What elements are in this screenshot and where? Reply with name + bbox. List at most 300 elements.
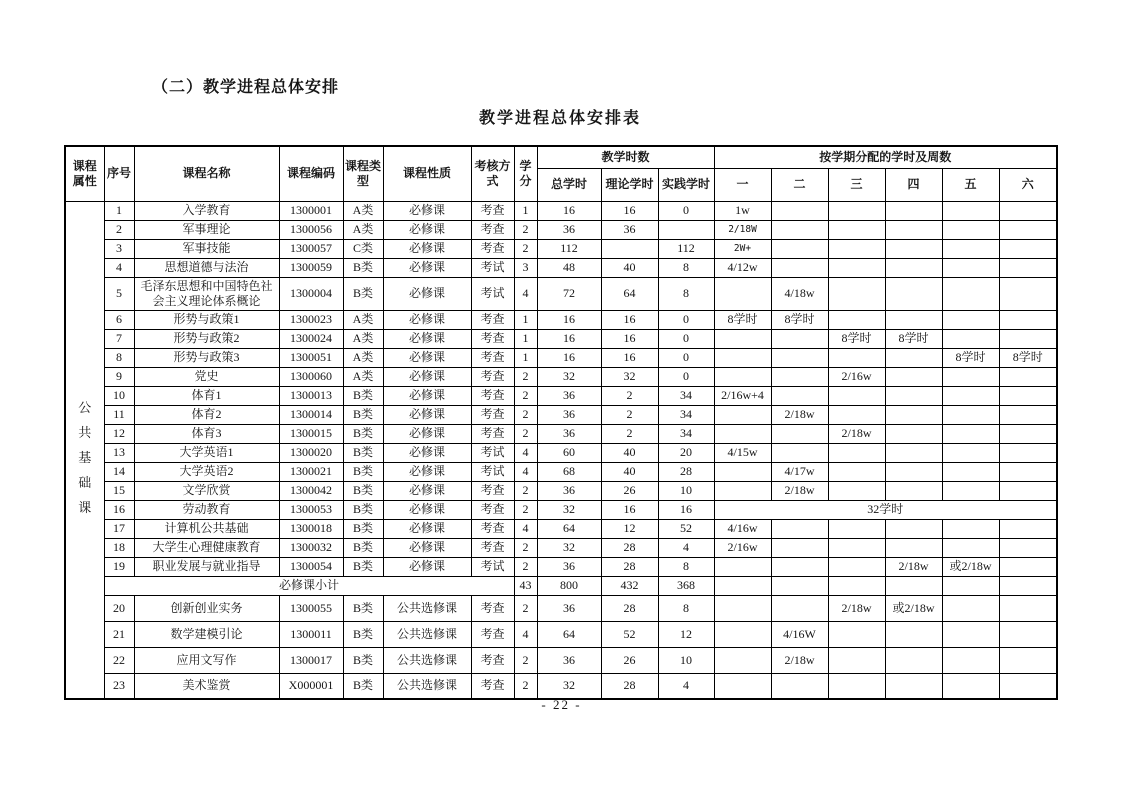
cell-credits: 1 — [514, 348, 537, 367]
cell-semester-4 — [885, 462, 942, 481]
cell-semester-6 — [999, 405, 1057, 424]
cell-course-nature: 必修课 — [383, 310, 471, 329]
cell-course-code: 1300013 — [279, 386, 343, 405]
cell-theory-hours: 40 — [601, 462, 658, 481]
cell-semester-1 — [714, 424, 771, 443]
cell-semester-3 — [828, 386, 885, 405]
cell-course-name: 劳动教育 — [134, 500, 279, 519]
cell-semester-5 — [942, 239, 999, 258]
cell-practice-hours: 8 — [658, 557, 714, 576]
cell-course-name: 大学英语2 — [134, 462, 279, 481]
cell-semester-3 — [828, 673, 885, 699]
cell-course-code: 1300051 — [279, 348, 343, 367]
cell-semester-3 — [828, 201, 885, 220]
cell-semester-2: 2/18w — [771, 647, 828, 673]
cell-assessment: 考查 — [471, 386, 514, 405]
cell-course-type: B类 — [343, 277, 383, 310]
cell-theory-hours: 2 — [601, 405, 658, 424]
header-semester-4: 四 — [885, 168, 942, 201]
cell-practice-hours: 8 — [658, 595, 714, 621]
cell-course-type: A类 — [343, 310, 383, 329]
cell-course-type: B类 — [343, 481, 383, 500]
cell-total-hours: 64 — [537, 621, 601, 647]
cell-semester-1: 2W+ — [714, 239, 771, 258]
cell-credits: 1 — [514, 310, 537, 329]
cell-credits: 4 — [514, 519, 537, 538]
cell-semester-1: 4/12w — [714, 258, 771, 277]
cell-semester-5 — [942, 673, 999, 699]
cell-credits: 43 — [514, 576, 537, 595]
cell-semester-2 — [771, 239, 828, 258]
cell-semester-6 — [999, 329, 1057, 348]
course-row — [65, 367, 1057, 386]
cell-semester-1: 2/16w+4 — [714, 386, 771, 405]
cell-course-nature: 必修课 — [383, 481, 471, 500]
cell-semester-6 — [999, 239, 1057, 258]
cell-course-name: 形势与政策3 — [134, 348, 279, 367]
cell-credits: 2 — [514, 481, 537, 500]
cell-semester-5 — [942, 424, 999, 443]
cell-semester-2: 2/18w — [771, 481, 828, 500]
cell-course-nature: 必修课 — [383, 348, 471, 367]
cell-semester-5 — [942, 538, 999, 557]
cell-semester-6 — [999, 443, 1057, 462]
cell-semester-4 — [885, 258, 942, 277]
header-credits: 学分 — [514, 146, 537, 201]
cell-theory-hours: 32 — [601, 367, 658, 386]
cell-semester-3 — [828, 519, 885, 538]
cell-practice-hours: 8 — [658, 258, 714, 277]
cell-theory-hours: 26 — [601, 481, 658, 500]
course-row — [65, 277, 1057, 310]
cell-semester-2: 4/16W — [771, 621, 828, 647]
cell-practice-hours: 112 — [658, 239, 714, 258]
cell-practice-hours: 0 — [658, 310, 714, 329]
cell-course-name: 数学建模引论 — [134, 621, 279, 647]
course-row — [65, 201, 1057, 220]
cell-semester-6 — [999, 647, 1057, 673]
cell-total-hours: 36 — [537, 220, 601, 239]
cell-semester-5 — [942, 481, 999, 500]
course-category-cell — [65, 201, 104, 699]
cell-course-code: 1300021 — [279, 462, 343, 481]
cell-course-name: 体育2 — [134, 405, 279, 424]
cell-semester-1 — [714, 595, 771, 621]
cell-course-type: B类 — [343, 595, 383, 621]
cell-total-hours: 68 — [537, 462, 601, 481]
cell-theory-hours: 16 — [601, 329, 658, 348]
cell-theory-hours: 16 — [601, 201, 658, 220]
cell-semester-4 — [885, 386, 942, 405]
header-theory-hours: 理论学时 — [601, 168, 658, 201]
cell-seq: 9 — [104, 367, 134, 386]
cell-course-nature: 必修课 — [383, 538, 471, 557]
cell-course-name: 体育3 — [134, 424, 279, 443]
cell-semester-1 — [714, 277, 771, 310]
cell-practice-hours: 34 — [658, 405, 714, 424]
cell-semester-5 — [942, 443, 999, 462]
header-course-type: 课程类型 — [343, 146, 383, 201]
cell-theory-hours: 28 — [601, 557, 658, 576]
cell-course-nature: 必修课 — [383, 462, 471, 481]
cell-seq: 19 — [104, 557, 134, 576]
course-row — [65, 500, 1057, 519]
cell-semester-6 — [999, 576, 1057, 595]
cell-assessment: 考查 — [471, 621, 514, 647]
cell-course-name: 党史 — [134, 367, 279, 386]
cell-semester-1 — [714, 462, 771, 481]
cell-credits: 4 — [514, 621, 537, 647]
cell-practice-hours: 52 — [658, 519, 714, 538]
cell-semester-1 — [714, 557, 771, 576]
cell-seq: 15 — [104, 481, 134, 500]
cell-semester-5 — [942, 220, 999, 239]
cell-semester-1: 8学时 — [714, 310, 771, 329]
cell-practice-hours: 4 — [658, 673, 714, 699]
cell-credits: 2 — [514, 239, 537, 258]
cell-semester-6 — [999, 220, 1057, 239]
cell-assessment: 考查 — [471, 647, 514, 673]
cell-seq: 10 — [104, 386, 134, 405]
cell-theory-hours: 36 — [601, 220, 658, 239]
cell-seq: 22 — [104, 647, 134, 673]
cell-practice-hours: 16 — [658, 500, 714, 519]
cell-semester-2: 4/18w — [771, 277, 828, 310]
cell-course-nature: 必修课 — [383, 239, 471, 258]
cell-semester-6 — [999, 277, 1057, 310]
cell-course-type: A类 — [343, 348, 383, 367]
cell-theory-hours: 432 — [601, 576, 658, 595]
cell-semester-3 — [828, 277, 885, 310]
cell-semester-2 — [771, 557, 828, 576]
cell-credits: 1 — [514, 329, 537, 348]
cell-semester-5 — [942, 367, 999, 386]
header-row-1 — [65, 146, 1057, 168]
cell-course-type: B类 — [343, 519, 383, 538]
cell-semester-6 — [999, 557, 1057, 576]
cell-semester-4 — [885, 220, 942, 239]
cell-semester-1 — [714, 576, 771, 595]
cell-semester-5: 或2/18w — [942, 557, 999, 576]
course-row — [65, 673, 1057, 699]
cell-semester-2 — [771, 201, 828, 220]
course-row — [65, 386, 1057, 405]
cell-seq: 11 — [104, 405, 134, 424]
cell-total-hours: 32 — [537, 500, 601, 519]
cell-theory-hours — [601, 239, 658, 258]
cell-credits: 2 — [514, 424, 537, 443]
cell-course-code: 1300018 — [279, 519, 343, 538]
cell-course-type: B类 — [343, 424, 383, 443]
cell-semester-6 — [999, 595, 1057, 621]
cell-course-nature: 必修课 — [383, 519, 471, 538]
course-row — [65, 621, 1057, 647]
cell-semester-3 — [828, 462, 885, 481]
cell-theory-hours: 12 — [601, 519, 658, 538]
cell-semester-1 — [714, 621, 771, 647]
cell-seq: 16 — [104, 500, 134, 519]
cell-assessment: 考查 — [471, 239, 514, 258]
cell-credits: 2 — [514, 500, 537, 519]
cell-course-code: 1300004 — [279, 277, 343, 310]
cell-semester-merged: 32学时 — [714, 500, 1057, 519]
cell-course-nature: 必修课 — [383, 367, 471, 386]
header-semester-1: 一 — [714, 168, 771, 201]
cell-seq: 8 — [104, 348, 134, 367]
cell-assessment: 考查 — [471, 405, 514, 424]
cell-semester-4 — [885, 277, 942, 310]
cell-semester-1 — [714, 367, 771, 386]
cell-semester-2 — [771, 386, 828, 405]
cell-practice-hours: 0 — [658, 367, 714, 386]
cell-assessment: 考查 — [471, 329, 514, 348]
cell-practice-hours: 368 — [658, 576, 714, 595]
cell-semester-3 — [828, 239, 885, 258]
cell-assessment: 考查 — [471, 310, 514, 329]
cell-semester-4 — [885, 576, 942, 595]
cell-semester-4: 或2/18w — [885, 595, 942, 621]
cell-semester-1: 2/18W — [714, 220, 771, 239]
cell-course-code: 1300020 — [279, 443, 343, 462]
cell-course-name: 形势与政策1 — [134, 310, 279, 329]
cell-seq: 3 — [104, 239, 134, 258]
course-row — [65, 348, 1057, 367]
cell-theory-hours: 28 — [601, 595, 658, 621]
cell-course-type: B类 — [343, 673, 383, 699]
cell-assessment: 考试 — [471, 557, 514, 576]
cell-seq: 12 — [104, 424, 134, 443]
cell-semester-6 — [999, 462, 1057, 481]
cell-course-nature: 公共选修课 — [383, 595, 471, 621]
cell-semester-2 — [771, 367, 828, 386]
cell-semester-5 — [942, 647, 999, 673]
cell-semester-4 — [885, 424, 942, 443]
cell-assessment: 考查 — [471, 367, 514, 386]
cell-semester-2 — [771, 576, 828, 595]
cell-semester-1 — [714, 673, 771, 699]
cell-semester-4 — [885, 647, 942, 673]
cell-semester-3 — [828, 647, 885, 673]
cell-semester-3 — [828, 220, 885, 239]
cell-course-name: 入学教育 — [134, 201, 279, 220]
course-row — [65, 462, 1057, 481]
header-course-name: 课程名称 — [134, 146, 279, 201]
cell-course-nature: 必修课 — [383, 557, 471, 576]
cell-total-hours: 32 — [537, 673, 601, 699]
course-row — [65, 424, 1057, 443]
cell-seq: 2 — [104, 220, 134, 239]
cell-assessment: 考查 — [471, 500, 514, 519]
cell-semester-3: 2/16w — [828, 367, 885, 386]
cell-practice-hours: 10 — [658, 481, 714, 500]
cell-total-hours: 36 — [537, 405, 601, 424]
cell-total-hours: 36 — [537, 481, 601, 500]
cell-total-hours: 48 — [537, 258, 601, 277]
cell-course-nature: 公共选修课 — [383, 647, 471, 673]
cell-course-nature: 必修课 — [383, 386, 471, 405]
teaching-schedule-table — [64, 145, 1058, 700]
cell-course-name: 思想道德与法治 — [134, 258, 279, 277]
cell-theory-hours: 40 — [601, 258, 658, 277]
cell-semester-2 — [771, 595, 828, 621]
cell-semester-2 — [771, 424, 828, 443]
cell-course-type: A类 — [343, 329, 383, 348]
cell-course-type: A类 — [343, 220, 383, 239]
cell-practice-hours — [658, 220, 714, 239]
cell-course-code: 1300032 — [279, 538, 343, 557]
header-course-attribute: 课程属性 — [65, 146, 104, 201]
cell-practice-hours: 4 — [658, 538, 714, 557]
cell-total-hours: 60 — [537, 443, 601, 462]
cell-total-hours: 16 — [537, 329, 601, 348]
cell-semester-5 — [942, 277, 999, 310]
cell-course-code: 1300024 — [279, 329, 343, 348]
cell-semester-2 — [771, 519, 828, 538]
cell-semester-1 — [714, 647, 771, 673]
cell-semester-4 — [885, 405, 942, 424]
cell-course-code: 1300057 — [279, 239, 343, 258]
course-row — [65, 310, 1057, 329]
cell-semester-3 — [828, 576, 885, 595]
cell-seq: 21 — [104, 621, 134, 647]
cell-practice-hours: 0 — [658, 348, 714, 367]
cell-semester-6: 8学时 — [999, 348, 1057, 367]
cell-course-code: 1300017 — [279, 647, 343, 673]
cell-course-type: B类 — [343, 405, 383, 424]
cell-course-type: B类 — [343, 557, 383, 576]
cell-credits: 2 — [514, 220, 537, 239]
cell-course-name: 军事理论 — [134, 220, 279, 239]
cell-semester-4 — [885, 310, 942, 329]
cell-course-code: 1300060 — [279, 367, 343, 386]
cell-seq: 20 — [104, 595, 134, 621]
cell-practice-hours: 28 — [658, 462, 714, 481]
cell-semester-2 — [771, 673, 828, 699]
cell-practice-hours: 0 — [658, 329, 714, 348]
cell-practice-hours: 12 — [658, 621, 714, 647]
cell-semester-1 — [714, 405, 771, 424]
cell-semester-4 — [885, 481, 942, 500]
header-semester-3: 三 — [828, 168, 885, 201]
cell-theory-hours: 2 — [601, 386, 658, 405]
cell-seq: 23 — [104, 673, 134, 699]
cell-credits: 2 — [514, 386, 537, 405]
cell-course-name: 军事技能 — [134, 239, 279, 258]
cell-semester-5 — [942, 621, 999, 647]
cell-semester-1: 4/15w — [714, 443, 771, 462]
cell-semester-4 — [885, 443, 942, 462]
cell-total-hours: 800 — [537, 576, 601, 595]
header-semester-5: 五 — [942, 168, 999, 201]
cell-assessment: 考查 — [471, 595, 514, 621]
course-row — [65, 557, 1057, 576]
cell-semester-6 — [999, 424, 1057, 443]
cell-semester-4 — [885, 239, 942, 258]
cell-course-name: 美术鉴赏 — [134, 673, 279, 699]
cell-semester-6 — [999, 310, 1057, 329]
cell-semester-2 — [771, 329, 828, 348]
cell-semester-2: 2/18w — [771, 405, 828, 424]
cell-semester-6 — [999, 538, 1057, 557]
cell-course-nature: 必修课 — [383, 405, 471, 424]
page-number: - 22 - — [541, 697, 582, 712]
cell-seq: 13 — [104, 443, 134, 462]
cell-course-code: 1300011 — [279, 621, 343, 647]
cell-course-code: 1300023 — [279, 310, 343, 329]
header-seq: 序号 — [104, 146, 134, 201]
cell-semester-6 — [999, 481, 1057, 500]
course-category-label: 公共基础课 — [78, 399, 92, 515]
course-row — [65, 258, 1057, 277]
cell-credits: 3 — [514, 258, 537, 277]
cell-semester-5 — [942, 462, 999, 481]
course-row — [65, 595, 1057, 621]
cell-seq: 14 — [104, 462, 134, 481]
cell-semester-5 — [942, 310, 999, 329]
cell-credits: 2 — [514, 673, 537, 699]
cell-credits: 4 — [514, 443, 537, 462]
cell-semester-5 — [942, 595, 999, 621]
cell-total-hours: 36 — [537, 424, 601, 443]
cell-total-hours: 16 — [537, 348, 601, 367]
cell-total-hours: 36 — [537, 647, 601, 673]
cell-semester-5: 8学时 — [942, 348, 999, 367]
cell-theory-hours: 28 — [601, 673, 658, 699]
header-semester-group: 按学期分配的学时及周数 — [714, 146, 1057, 168]
cell-credits: 2 — [514, 557, 537, 576]
cell-course-nature: 必修课 — [383, 443, 471, 462]
cell-theory-hours: 52 — [601, 621, 658, 647]
cell-course-nature: 必修课 — [383, 329, 471, 348]
cell-course-name: 毛泽东思想和中国特色社会主义理论体系概论 — [134, 277, 279, 310]
cell-credits: 2 — [514, 405, 537, 424]
cell-course-nature: 必修课 — [383, 220, 471, 239]
cell-semester-5 — [942, 201, 999, 220]
cell-theory-hours: 16 — [601, 310, 658, 329]
cell-credits: 2 — [514, 367, 537, 386]
cell-semester-2 — [771, 538, 828, 557]
course-row — [65, 239, 1057, 258]
cell-assessment: 考试 — [471, 462, 514, 481]
cell-seq: 7 — [104, 329, 134, 348]
cell-semester-3 — [828, 538, 885, 557]
cell-semester-6 — [999, 621, 1057, 647]
cell-semester-1: 2/16w — [714, 538, 771, 557]
cell-course-name: 体育1 — [134, 386, 279, 405]
cell-credits: 4 — [514, 277, 537, 310]
cell-semester-3 — [828, 481, 885, 500]
cell-semester-3 — [828, 557, 885, 576]
cell-assessment: 考查 — [471, 348, 514, 367]
section-heading: （二）教学进程总体安排 — [152, 79, 340, 96]
cell-course-nature: 必修课 — [383, 424, 471, 443]
cell-semester-2: 8学时 — [771, 310, 828, 329]
cell-total-hours: 36 — [537, 557, 601, 576]
cell-course-name: 大学英语1 — [134, 443, 279, 462]
subtotal-row — [65, 576, 1057, 595]
cell-semester-4: 8学时 — [885, 329, 942, 348]
cell-semester-3 — [828, 621, 885, 647]
course-row — [65, 329, 1057, 348]
cell-semester-5 — [942, 576, 999, 595]
cell-course-code: 1300055 — [279, 595, 343, 621]
course-row — [65, 481, 1057, 500]
cell-course-name: 计算机公共基础 — [134, 519, 279, 538]
cell-total-hours: 16 — [537, 201, 601, 220]
course-row — [65, 405, 1057, 424]
cell-theory-hours: 26 — [601, 647, 658, 673]
cell-semester-6 — [999, 673, 1057, 699]
